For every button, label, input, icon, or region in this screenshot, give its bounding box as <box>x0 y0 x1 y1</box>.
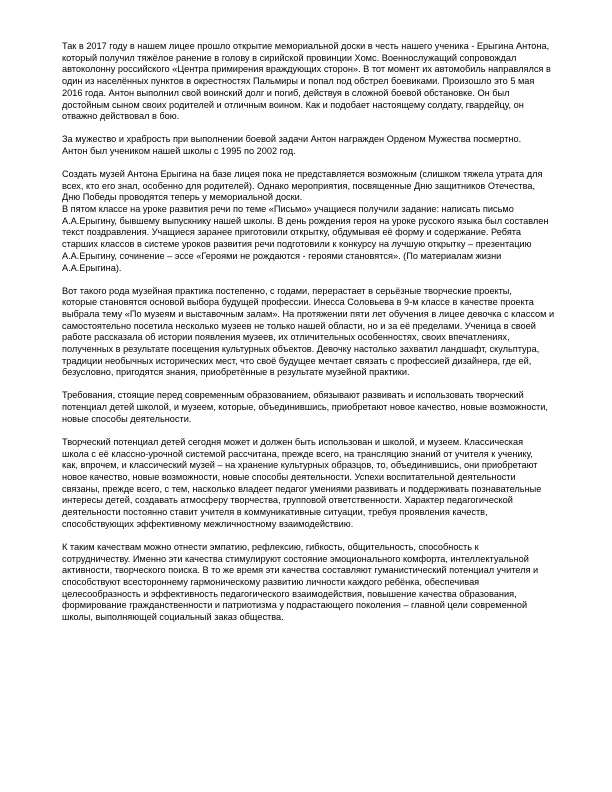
text-line: новые способы деятельности. <box>62 413 192 424</box>
text-line: новое качество, новые возможности, новые способы деятельности. Успехи воспитательной деятельности <box>62 471 516 482</box>
text-line: работе рассказала об истории появления музеев, их отличительных особенностях, своих впечатлениях, <box>62 332 510 343</box>
paragraph <box>62 204 582 274</box>
text-line: текст поздравления. Учащиеся заранее приготовили открытку, обдумывая её форму и содержание. Ребята <box>62 227 522 238</box>
text-line: Создать музей Антона Ерыгина на базе лицея пока не представляется возможным (слишком тяжела утрата для <box>62 168 543 179</box>
text-line: целесообразность и эффективность педагогического взаимодействия, повышение качества образования, <box>62 588 517 599</box>
text-line: А.А.Ерыгину, сочинение – эссе «Героями не рождаются - героями становятся». (По материалам жизни <box>62 250 502 261</box>
text-line: А.А.Ерыгина). <box>62 262 122 273</box>
document-body <box>62 41 582 635</box>
text-line: связаны, прежде всего, с тем, насколько владеет педагог умениями развивать и поддерживать познавательные <box>62 483 542 494</box>
text-line: Дню Победы проводятся теперь у мемориальной доски. <box>62 192 303 203</box>
paragraph <box>62 286 582 380</box>
text-line: безусловно, пригодятся знания, приобретённые в результате музейной практики. <box>62 367 410 378</box>
text-line: Требования, стоящие перед современным образованием, обязывают развивать и использовать творческий <box>62 390 524 401</box>
text-line: деятельности постоянно ставит учителя в коммуникативные ситуации, требуя проявления качеств, <box>62 507 488 518</box>
text-line: традиции необычных исторических мест, что своё будущее мечтает связать с профессией дизайнера, где ей, <box>62 355 532 366</box>
text-line: которые становятся основой выбора будущей профессии. Инесса Соловьева в 9-м классе в качестве проекта <box>62 297 534 308</box>
text-line: способствующих эффективному межличностному взаимодействию. <box>62 518 354 529</box>
text-line: способствуют всестороннему гармоническому развитию личности каждого ребёнка, обеспечивая <box>62 576 480 587</box>
text-line: всех, кто его знал, особенно для родителей). Однако мероприятия, посвященные Дню защитников Отечества, <box>62 180 536 191</box>
paragraph <box>62 169 582 204</box>
text-line: потенциал детей школой, и музеем, которые, объединившись, приобретают новое качество, новые возможности, <box>62 402 548 413</box>
text-line: А.А.Ерыгину, бывшему выпускнику нашей школы. В день рождения героя на уроке русского языка был составлен <box>62 215 549 226</box>
text-line: Антон был учеником нашей школы с 1995 по 2002 год. <box>62 145 296 156</box>
text-line: старших классов в системе уроков развития речи подготовили к конкурсу на лучшую открытку – презентацию <box>62 239 532 250</box>
text-line: 2016 года. Антон выполнил свой воинский долг и погиб, действуя в сложной боевой обстановке. Он был <box>62 87 510 98</box>
text-line: самостоятельно посетила несколько музеев не только нашей области, но и за её пределами. Ученица в своей <box>62 320 536 331</box>
paragraph <box>62 41 582 123</box>
text-line: выбрала тему «По музеям и выставочным залам». На протяжении пяти лет обучения в лицее девочка с классом и <box>62 308 555 319</box>
text-line: формирование гражданственности и патриотизма у подрастающего поколения – главной цели современной <box>62 600 528 611</box>
text-line: интересы детей, создавать атмосферу творчества, групповой ответственности. Характер педагогической <box>62 495 513 506</box>
paragraph <box>62 134 582 157</box>
text-line: один из населённых пунктов в окрестностях Пальмиры и попал под обстрел боевиками. Произошло это 5 мая <box>62 76 535 87</box>
text-line: К таким качествам можно отнести эмпатию, рефлексию, гибкость, общительность, способность к <box>62 541 479 552</box>
paragraph <box>62 542 582 624</box>
text-line: школа с её классно-урочной системой рассчитана, прежде всего, на трансляцию знаний от учителя к ученику, <box>62 448 533 459</box>
text-line: В пятом классе на уроке развития речи по теме «Письмо» учащиеся получили задание: написать письмо <box>62 204 514 215</box>
text-line: Творческий потенциал детей сегодня может и должен быть использован и школой, и музеем. Классическая <box>62 436 524 447</box>
text-line: сотрудничеству. Именно эти качества стимулируют состояние эмоционального комфорта, интеллектуальной <box>62 553 529 564</box>
text-line: Вот такого рода музейная практика постепенно, с годами, перерастает в серьёзные творческие проекты, <box>62 285 512 296</box>
text-line: который получил тяжёлое ранение в голову в сирийской провинции Хомс. Военнослужащий сопровождал <box>62 52 517 63</box>
text-line: автоколонну российского «Центра примирения враждующих сторон». В тот момент их автомобиль направлялся в <box>62 64 551 75</box>
paragraph <box>62 437 582 531</box>
text-line: достойным сыном своих родителей и отличным воином. Как и подобает настоящему солдату, гвардейцу, он <box>62 99 524 110</box>
text-line: школы, выполняющей социальный заказ общества. <box>62 612 284 623</box>
paragraph <box>62 390 582 425</box>
text-line: отважно действовал в бою. <box>62 111 180 122</box>
text-line: полученных в результате посещения культурных объектов. Девочку настолько захватил ландшафт, скульптура, <box>62 344 540 355</box>
text-line: как, впрочем, и классический музей – на хранение культурных образцов, то, объединившись, они приобретают <box>62 460 538 471</box>
text-line: Так в 2017 году в нашем лицее прошло открытие мемориальной доски в честь нашего ученика - Ерыгина Антона, <box>62 41 550 51</box>
text-line: За мужество и храбрость при выполнении боевой задачи Антон награжден Орденом Мужества посмертно. <box>62 134 522 145</box>
text-line: активности, творческого поиска. В то же время эти качества составляют гуманистический потенциал учителя и <box>62 565 539 576</box>
